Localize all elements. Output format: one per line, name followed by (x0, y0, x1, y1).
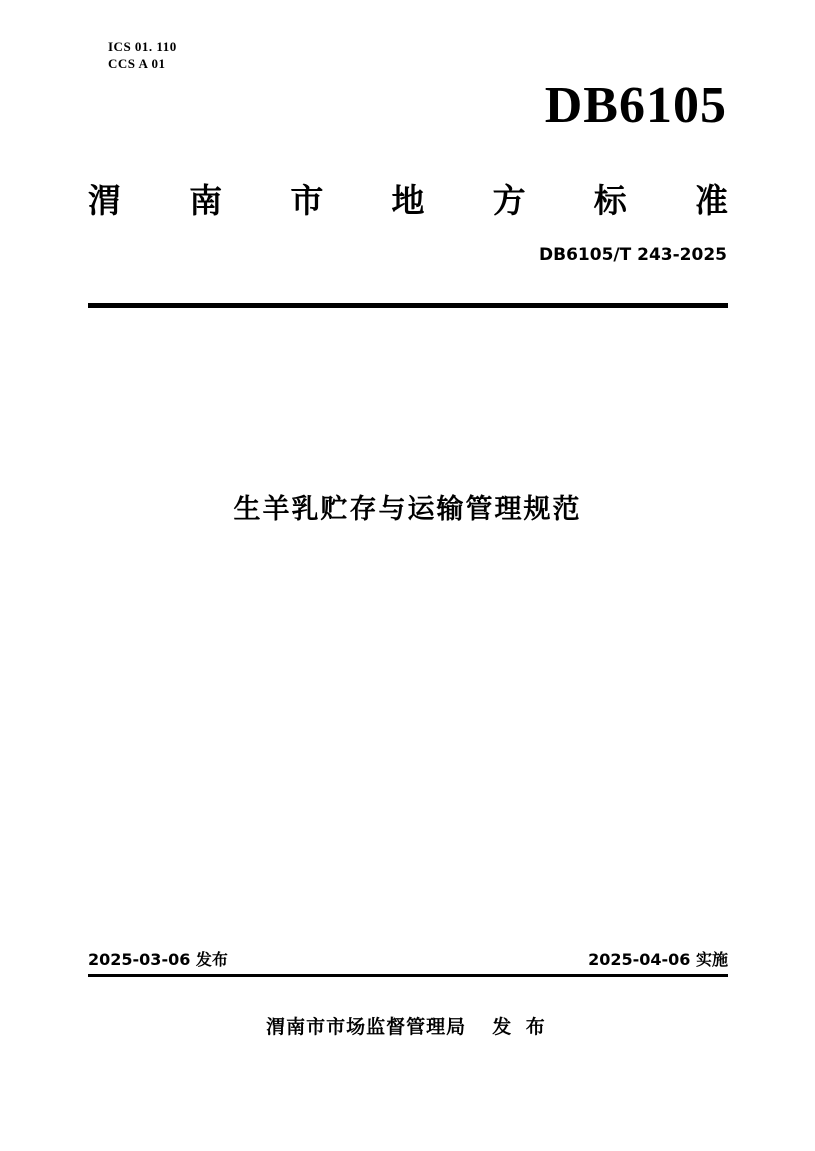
dates-row (88, 947, 728, 970)
release-date: 2025-03-06 发布 (88, 950, 228, 969)
implement-date: 2025-04-06 实施 (588, 950, 728, 969)
standard-number: DB6105/T 243-2025 (539, 245, 727, 265)
classification-codes (108, 38, 177, 72)
title-char-5: 方 (492, 181, 526, 220)
document-title: 生羊乳贮存与运输管理规范 (233, 494, 582, 525)
issuer-name: 渭南市市场监督管理局 (266, 1016, 467, 1038)
standard-mark: DB6105 (544, 77, 727, 134)
title-char-1: 渭 (88, 181, 121, 220)
issuer-publish-label: 发 布 (492, 1016, 549, 1038)
title-char-7: 准 (694, 181, 728, 220)
title-char-2: 南 (189, 181, 223, 220)
header-divider (88, 303, 728, 308)
ccs-code: CCS A 01 (108, 56, 166, 71)
standard-type-title (88, 175, 728, 222)
title-char-6: 标 (593, 181, 627, 220)
footer-divider (88, 974, 728, 977)
title-char-4: 地 (391, 181, 425, 220)
title-char-3: 市 (290, 181, 324, 220)
issuer-row (0, 1012, 815, 1039)
ics-code: ICS 01. 110 (108, 39, 177, 54)
